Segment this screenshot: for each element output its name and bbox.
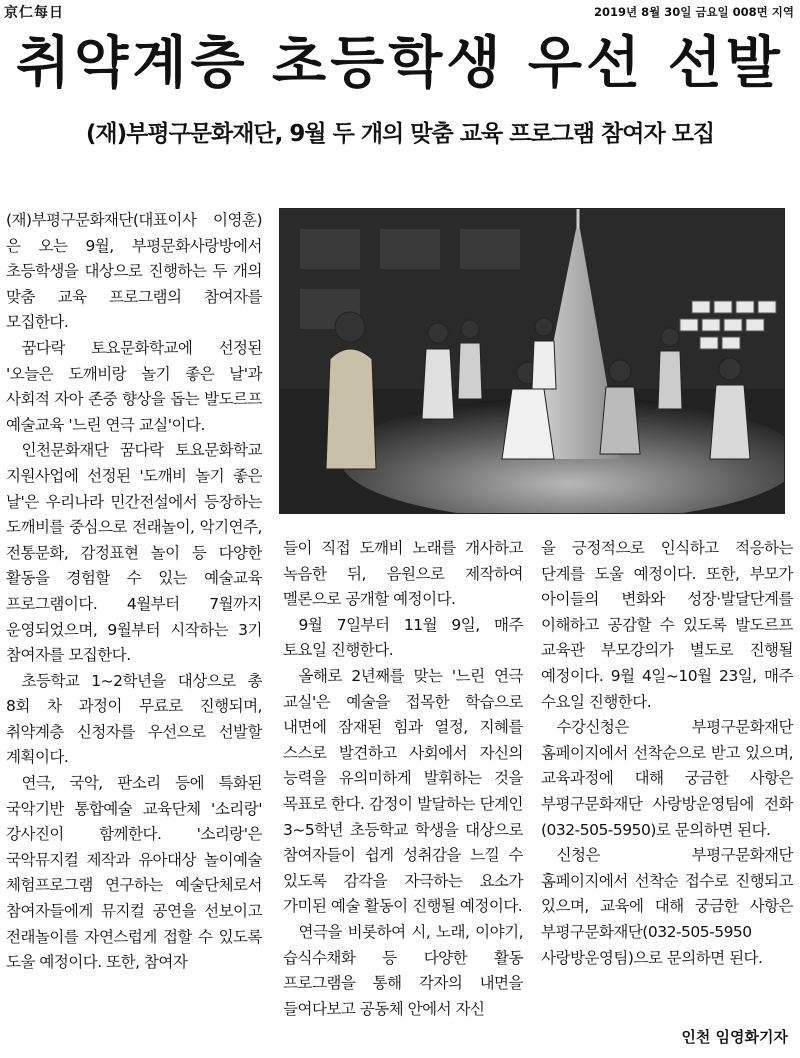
paragraph: 올해로 2년째를 맞는 '느린 연극 교실'은 예술을 접목한 학습으로 내면에 잠재된 힘과 열정, 지혜를 스스로 발견하고 사회에서 자신의 능력을 유의미하게 발휘하는 것을 목표로 한다. 감정이 발달하는 단계인 3~5학년 초등학교 학생을 대상으로 참여자들이 쉽게 성취감을 느낄 수 있도록 감각을 자극하는 요소가 가미된 예술 활동이 진행될 예정이다. [283,666,523,916]
paragraph: 들이 직접 도깨비 노래를 개사하고 녹음한 뒤, 음원으로 제작하여 멜론으로 공개할 예정이다. [283,539,523,609]
paragraph: 9월 7일부터 11월 9일, 매주 토요일 진행한다. [283,615,523,660]
paragraph: 신청은 부평구문화재단 홈페이지에서 선착순 접수로 진행되고 있으며, 교육에 대해 궁금한 사항은 부평구문화재단(032-505-5950 사랑방운영팀)으로 문의하면 된다. [541,846,793,967]
article-column-3 [541,536,793,971]
children-dance-rehearsal-photo [280,209,784,513]
paragraph: 연극, 국악, 판소리 등에 특화된 국악기반 통합예술 교육단체 '소리랑' 강사진이 함께한다. '소리랑'은 국악뮤지컬 제작과 유아대상 놀이예술 체험프로그램 연구하는 예술단체로서 참여자들에게 뮤지컬 공연을 선보이고 전래놀이를 자연스럽게 접할 수 있도록 도울 예정이다. 또한, 참여자 [6,774,262,972]
byline: 인천 임영화기자 [681,1028,788,1046]
paragraph: (재)부평구문화재단(대표이사 이영훈)은 오는 9월, 부평문화사랑방에서 초등학생을 대상으로 진행하는 두 개의 맞춤 교육 프로그램의 참여자를 모집한다. [6,211,262,332]
paragraph: 수강신청은 부평구문화재단 홈페이지에서 선착순으로 받고 있으며, 교육과정에 대해 궁금한 사항은 부평구문화재단 사랑방운영팀에 전화(032-505-5950)로 문의하면 된다. [541,718,793,839]
paragraph: 초등학교 1~2학년을 대상으로 총 8회 차 과정이 무료로 진행되며, 취약계층 신청자를 우선으로 선발할 계획이다. [6,671,262,767]
article-photo [279,208,785,514]
paragraph: 을 긍정적으로 인식하고 적응하는 단계를 도울 예정이다. 또한, 부모가 아이들의 변화와 성장·발달단계를 이해하고 공감할 수 있도록 발도르프 교육관 부모강의가 별도로 진행될 예정이다. 9월 4일~10월 23일, 매주 수요일 진행한다. [541,539,793,711]
headline: 취약계층 초등학생 우선 선발 [16,31,784,96]
article-column-2 [283,536,523,1022]
article-column-1 [6,208,262,976]
paragraph: 꿈다락 토요문화학교에 선정된 '오늘은 도깨비랑 놀기 좋은 날'과 사회적 자아 존중 향상을 돕는 발도르프 예술교육 '느린 연극 교실'이다. [6,338,262,434]
masthead-logo: 京仁每日 [4,5,64,21]
subheadline: (재)부평구문화재단, 9월 두 개의 맞춤 교육 프로그램 참여자 모집 [85,121,715,147]
paragraph: 연극을 비롯하여 시, 노래, 이야기, 습식수채화 등 다양한 활동 프로그램을 통해 각자의 내면을 들여다보고 공동체 안에서 자신 [283,922,523,1018]
paragraph: 인천문화재단 꿈다락 토요문화학교 지원사업에 선정된 '도깨비 놀기 좋은 날'은 우리나라 민간전설에서 등장하는 도깨비를 중심으로 전래놀이, 악기연주, 전통문화, 감정표현 놀이 등 다양한 활동을 경험할 수 있는 예술교육 프로그램이다. 4월부터 7월까지 운영되었으며, 9월부터 시작하는 3기 참여자를 모집한다. [6,441,262,665]
dateline: 2019년 8월 30일 금요일 008면 지역 [593,5,794,19]
